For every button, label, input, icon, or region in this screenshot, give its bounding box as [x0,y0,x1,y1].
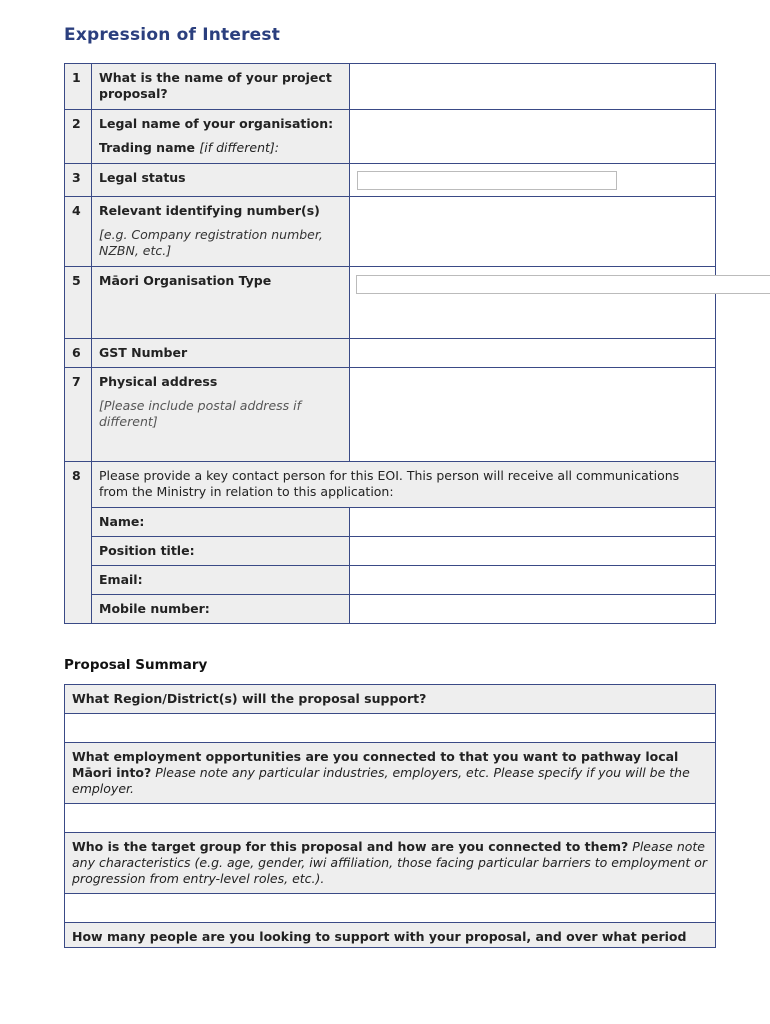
contact-name-label: Name: [92,508,350,537]
contact-mobile-label: Mobile number: [92,595,350,624]
question-note: [e.g. Company registration number, NZBN, etc.] [99,227,323,258]
table-row [65,894,716,923]
table-row [65,714,716,743]
row-number: 2 [65,110,92,164]
question-note: [Please include postal address if different] [99,398,302,429]
contact-name-answer[interactable] [350,508,716,537]
question-label: Māori Organisation Type [92,267,350,339]
legal-name-label: Legal name of your organisation: [99,116,334,131]
contact-email-answer[interactable] [350,566,716,595]
row-number: 4 [65,197,92,267]
table-row [65,197,716,267]
question-label: Physical address [Please include postal address if different] [92,368,350,462]
legal-name-answer[interactable] [350,110,716,164]
eoi-table [64,63,716,624]
summary-question: Who is the target group for this proposal and how are you connected to them? Please note any characteristics (e.g. age, gender, iwi affiliation, those facing particular barriers to employment or progression from entry-level roles, etc.). [65,833,716,894]
contact-position-label: Position title: [92,537,350,566]
legal-status-input[interactable] [357,171,617,190]
table-row [65,508,716,537]
table-row [65,339,716,368]
table-row [65,923,716,948]
question-label [92,110,350,164]
contact-email-label: Email: [92,566,350,595]
table-row [65,64,716,110]
row-number: 8 [65,462,92,624]
employment-answer[interactable] [65,804,716,833]
section-title: Proposal Summary [64,657,208,673]
row-number: 5 [65,267,92,339]
table-row [65,110,716,164]
row-number: 1 [65,64,92,110]
physical-address-answer[interactable] [350,368,716,462]
trading-name-label: Trading name [if different]: [99,140,279,155]
target-group-answer[interactable] [65,894,716,923]
table-row [65,595,716,624]
contact-position-answer[interactable] [350,537,716,566]
summary-question: What Region/District(s) will the proposal support? [65,685,716,714]
table-row [65,804,716,833]
table-row [65,743,716,804]
row-number: 7 [65,368,92,462]
summary-question: How many people are you looking to support with your proposal, and over what period [65,923,716,948]
table-row [65,566,716,595]
maori-org-type-cell [350,267,716,339]
gst-number-answer[interactable] [350,339,716,368]
identifying-number-answer[interactable] [350,197,716,267]
region-answer[interactable] [65,714,716,743]
page-title: Expression of Interest [64,25,281,45]
table-row [65,537,716,566]
question-label: Relevant identifying number(s) [e.g. Company registration number, NZBN, etc.] [92,197,350,267]
row-number: 6 [65,339,92,368]
question-label: What is the name of your project proposal? [92,64,350,110]
question-label: GST Number [92,339,350,368]
table-row [65,833,716,894]
table-row [65,368,716,462]
legal-status-cell [350,164,716,197]
table-row [65,685,716,714]
project-name-answer[interactable] [350,64,716,110]
summary-question: What employment opportunities are you connected to that you want to pathway local Māori into? Please note any particular industries, employers, etc. Please specify if you will be the employer. [65,743,716,804]
contact-mobile-answer[interactable] [350,595,716,624]
contact-instructions: Please provide a key contact person for this EOI. This person will receive all communications from the Ministry in relation to this application: [92,462,716,508]
maori-org-type-select[interactable] [356,275,770,294]
proposal-summary-table [64,684,716,948]
table-row [65,267,716,339]
table-row [65,462,716,508]
table-row [65,164,716,197]
row-number: 3 [65,164,92,197]
question-label: Legal status [92,164,350,197]
